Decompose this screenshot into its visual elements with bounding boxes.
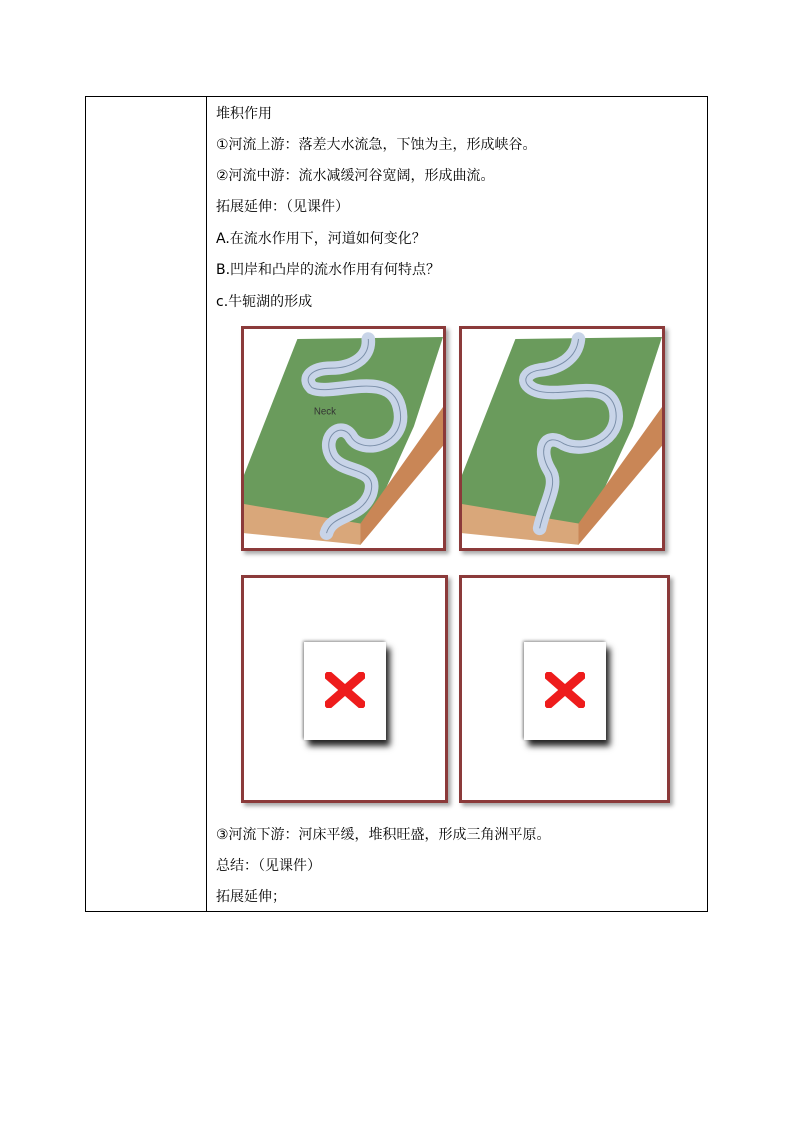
meander-cutoff-illustration [462, 329, 662, 548]
summary-text: 总结：（见课件） [216, 858, 321, 874]
column-divider [206, 97, 207, 911]
question-a: A.在流水作用下，河道如何变化？ [216, 231, 426, 247]
middle-course-text: ②河流中游：流水减缓河谷宽阔，形成曲流。 [216, 168, 495, 184]
content-cell [216, 97, 699, 911]
extension-text: 拓展延伸：（见课件） [216, 199, 349, 215]
broken-image-icon [524, 642, 606, 740]
meander-neck-figure [241, 326, 446, 551]
lesson-table [85, 96, 708, 912]
broken-image-icon [304, 642, 386, 740]
meander-cutoff-figure [459, 326, 665, 551]
lower-course-text: ③河流下游：河床平缓，堆积旺盛，形成三角洲平原。 [216, 827, 551, 843]
neck-label: Neck [313, 406, 336, 418]
question-c: c.牛轭湖的形成 [216, 294, 313, 310]
missing-figure-1 [241, 575, 448, 803]
meander-neck-illustration [244, 329, 443, 548]
extension-text-2: 拓展延伸； [216, 889, 286, 905]
heading-deposition: 堆积作用 [216, 106, 272, 122]
missing-figure-2 [459, 575, 670, 803]
question-b: B.凹岸和凸岸的流水作用有何特点？ [216, 262, 441, 278]
upper-course-text: ①河流上游：落差大水流急，下蚀为主，形成峡谷。 [216, 137, 537, 153]
